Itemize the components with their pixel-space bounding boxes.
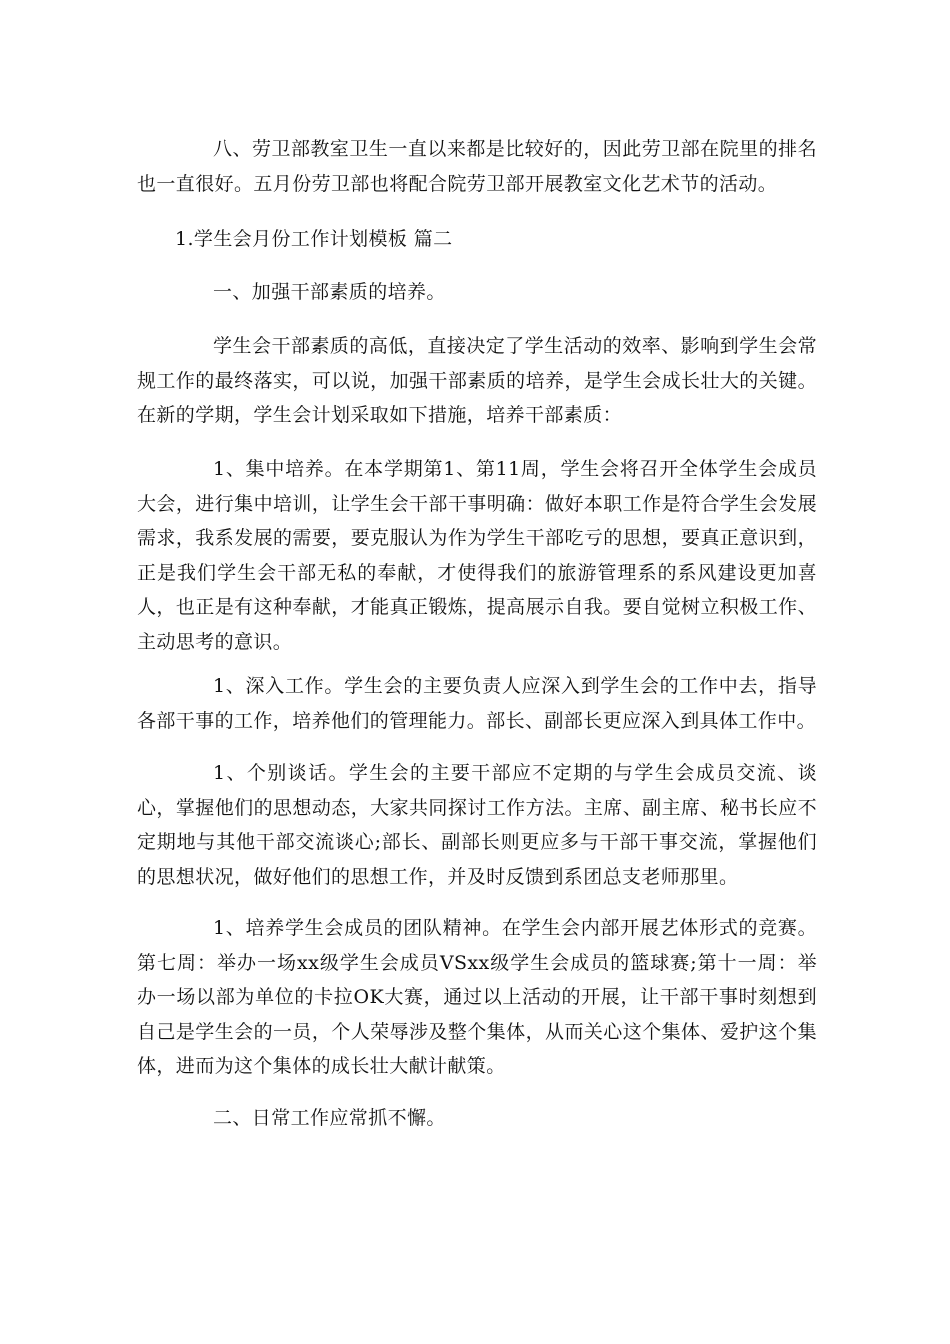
heading-daily-work: 二、日常工作应常抓不懈。	[213, 1107, 446, 1129]
paragraph-individual-talks: 1、个别谈话。学生会的主要干部应不定期的与学生会成员交流、谈心，掌握他们的思想动态，大家共同探讨工作方法。主席、副主席、秘书长应不定期地与其他干部交流谈心;部长、副部长则更应多与干部干事交流，掌握他们的思想状况，做好他们的思想工作，并及时反馈到系团总支老师那里。	[137, 762, 817, 888]
paragraph-in-depth-work: 1、深入工作。学生会的主要负责人应深入到学生会的工作中去，指导各部干事的工作，培养他们的管理能力。部长、副部长更应深入到具体工作中。	[137, 675, 817, 732]
paragraph-cadre-quality: 学生会干部素质的高低，直接决定了学生活动的效率、影响到学生会常规工作的最终落实，可以说，加强干部素质的培养，是学生会成长壮大的关键。在新的学期，学生会计划采取如下措施，培养干部素质：	[137, 335, 817, 427]
paragraph-team-spirit: 1、培养学生会成员的团队精神。在学生会内部开展艺体形式的竞赛。第七周：举办一场xx级学生会成员VSxx级学生会成员的篮球赛;第十一周：举办一场以部为单位的卡拉OK大赛，通过以上活动的开展，让干部干事时刻想到自己是学生会的一员，个人荣辱涉及整个集体，从而关心这个集体、爱护这个集体，进而为这个集体的成长壮大献计献策。	[137, 917, 817, 1078]
heading-cadre-training: 一、加强干部素质的培养。	[213, 281, 446, 303]
paragraph-labor-dept: 八、劳卫部教室卫生一直以来都是比较好的，因此劳卫部在院里的排名也一直很好。五月份劳卫部也将配合院劳卫部开展教室文化艺术节的活动。	[137, 138, 817, 195]
section-title: 1.学生会月份工作计划模板 篇二	[175, 228, 453, 250]
paragraph-centralized-training: 1、集中培养。在本学期第1、第11周，学生会将召开全体学生会成员大会，进行集中培训，让学生会干部干事明确：做好本职工作是符合学生会发展需求，我系发展的需要，要克服认为作为学生干部吃亏的思想，要真正意识到，正是我们学生会干部无私的奉献，才使得我们的旅游管理系的系风建设更加喜人，也正是有这种奉献，才能真正锻炼，提高展示自我。要自觉树立积极工作、主动思考的意识。	[137, 458, 817, 653]
